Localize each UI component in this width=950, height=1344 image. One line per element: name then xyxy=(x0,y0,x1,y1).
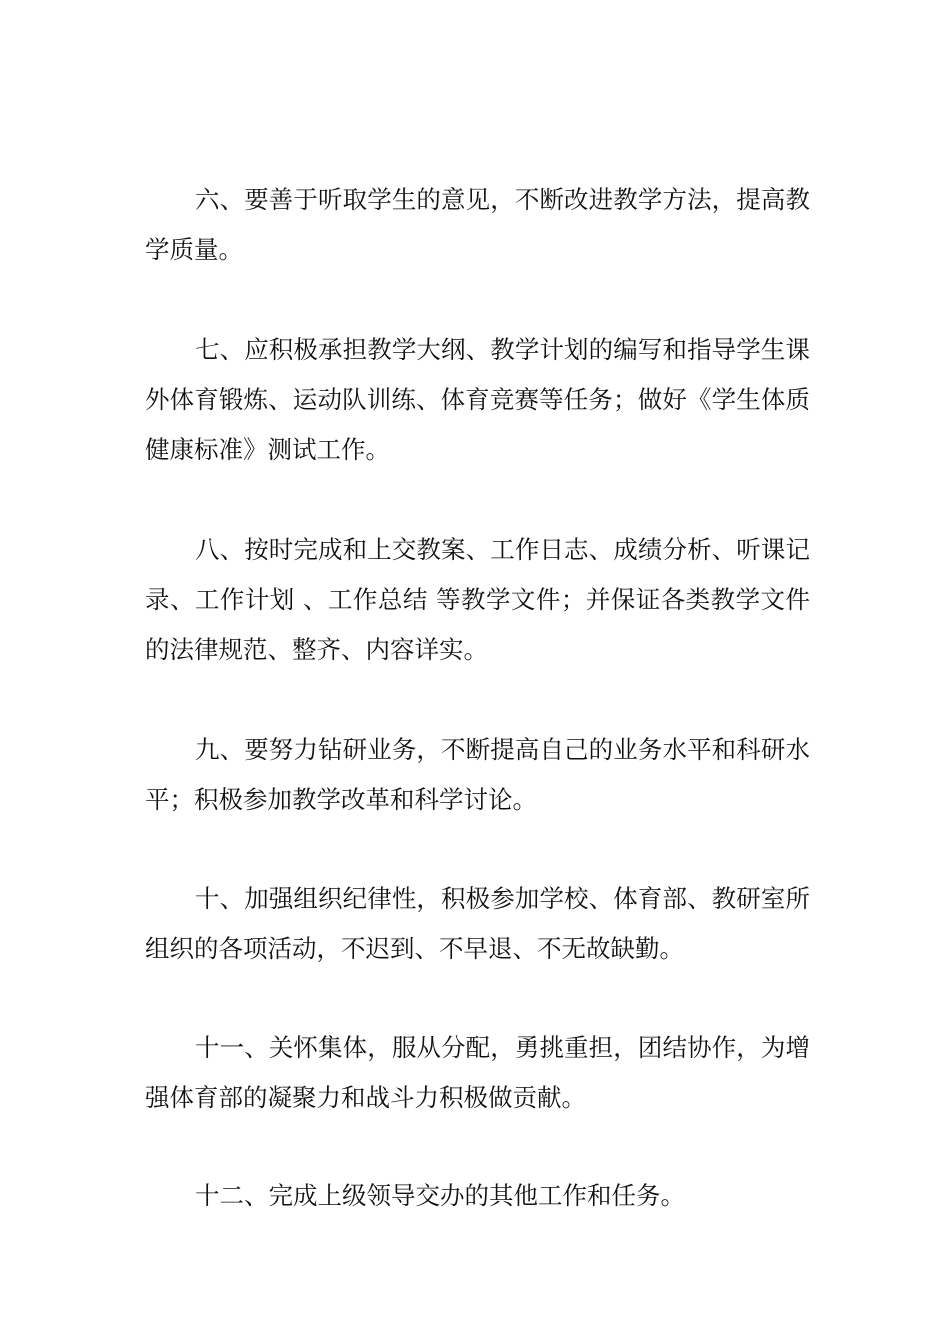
paragraph-six: 六、要善于听取学生的意见，不断改进教学方法，提高教学质量。 xyxy=(145,185,810,264)
paragraph-eight: 八、按时完成和上交教案、工作日志、成绩分析、听课记录、工作计划 、工作总结 等教学文件；并保证各类教学文件的法律规范、整齐、内容详实。 xyxy=(145,535,810,664)
paragraph-ten: 十、加强组织纪律性，积极参加学校、体育部、教研室所组织的各项活动，不迟到、不早退、不无故缺勤。 xyxy=(145,884,810,963)
paragraph-twelve: 十二、完成上级领导交办的其他工作和任务。 xyxy=(195,1181,685,1210)
paragraph-nine: 九、要努力钻研业务，不断提高自己的业务水平和科研水平；积极参加教学改革和科学讨论。 xyxy=(145,735,810,814)
paragraph-seven: 七、应积极承担教学大纲、教学计划的编写和指导学生课外体育锻炼、运动队训练、体育竞赛等任务；做好《学生体质健康标准》测试工作。 xyxy=(145,335,810,464)
paragraph-eleven: 十一、关怀集体，服从分配，勇挑重担，团结协作，为增强体育部的凝聚力和战斗力积极做贡献。 xyxy=(145,1033,810,1112)
